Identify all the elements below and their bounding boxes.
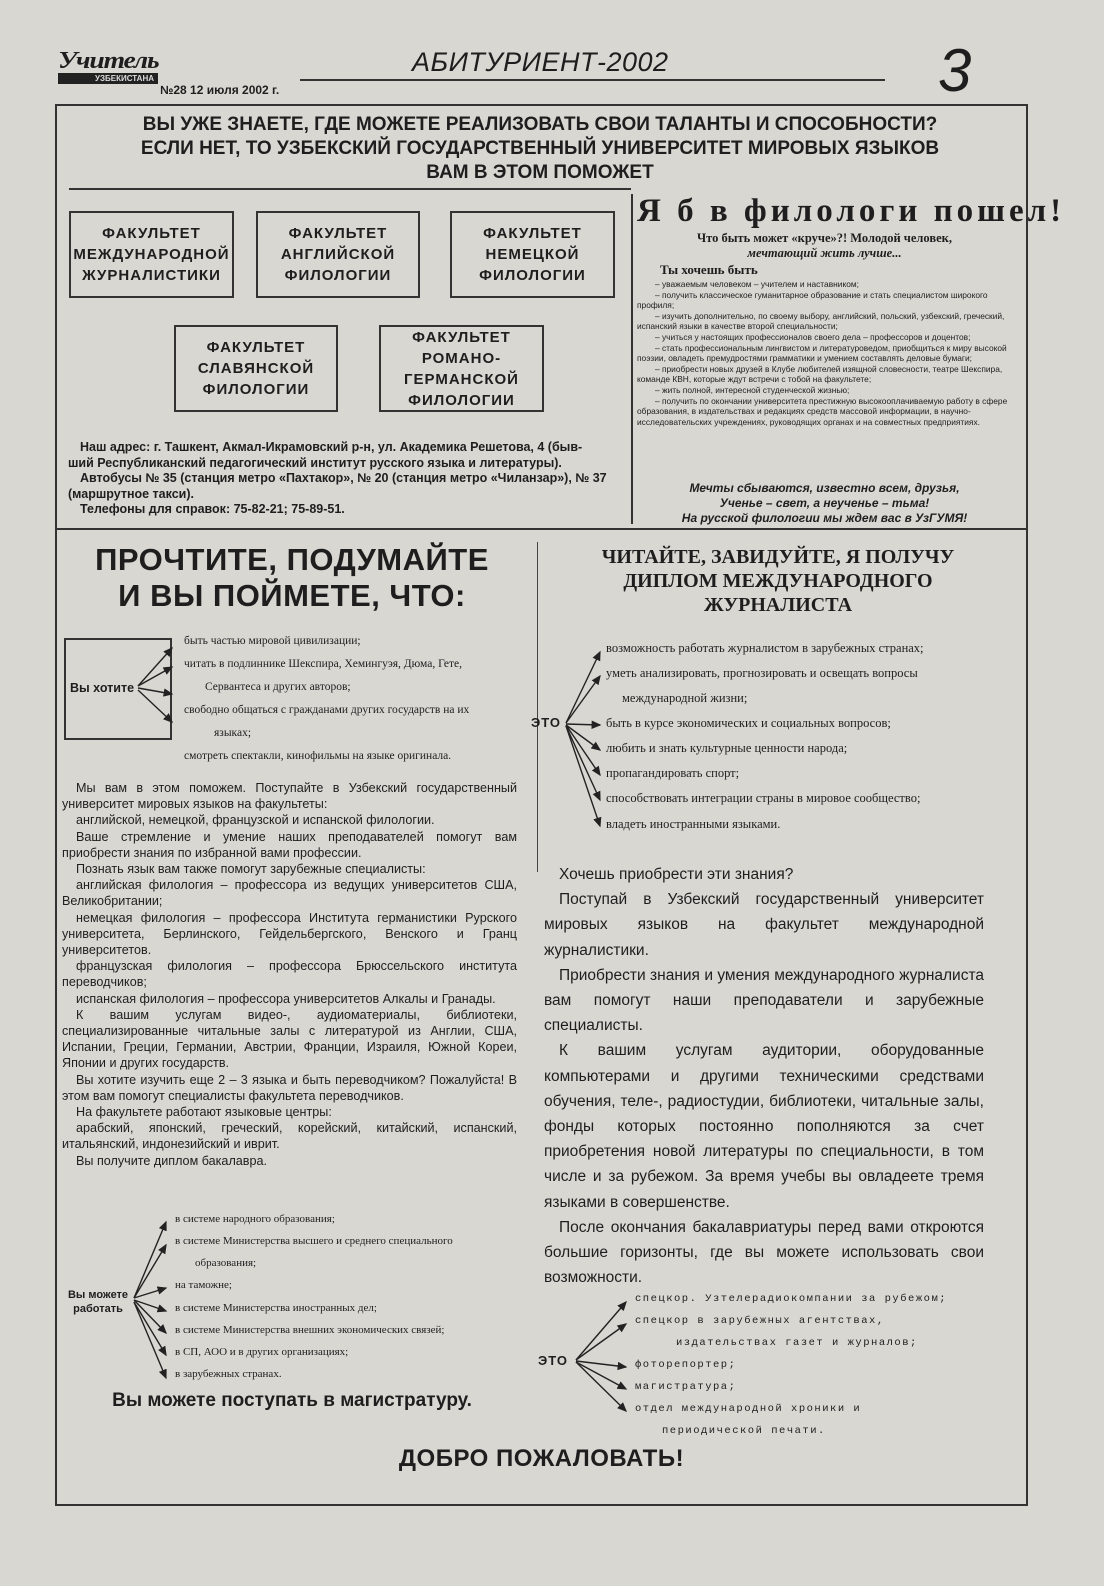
address-line: Наш адрес: г. Ташкент, Акмал-Икрамовский р-н, ул. Академика Решетова, 4 (быв-	[80, 440, 583, 454]
address-line: Автобусы № 35 (станция метро «Пахтакор», № 20 (станция метро «Чиланзар»), № 37	[80, 471, 607, 485]
magistracy-line: Вы можете поступать в магистратуру.	[112, 1390, 472, 1411]
career-item: издательствах газет и журналов;	[676, 1337, 918, 1349]
paragraph: английская филология – профессора из ведущих университетов США, Великобритании;	[62, 878, 517, 909]
paragraph: Вы получите диплом бакалавра.	[76, 1153, 267, 1168]
closing-line: Мечты сбываются, известно всем, друзья,	[689, 481, 960, 495]
skill-item: способствовать интеграции страны в мировое сообщество;	[606, 791, 921, 805]
work-item: в СП, АОО и в других организациях;	[175, 1346, 349, 1358]
paragraph: Познать язык вам также помогут зарубежные специалисты:	[76, 862, 426, 877]
eto-label: ЭТО	[538, 1353, 568, 1368]
work-item: на таможне;	[175, 1279, 232, 1291]
career-item: периодической печати.	[662, 1425, 826, 1437]
faculty-line: ФАКУЛЬТЕТ	[102, 225, 201, 242]
page-number: 3	[938, 37, 972, 104]
paragraph: английской, немецкой, французской и испанской филологии.	[76, 813, 435, 828]
eto-arrows-top	[566, 652, 600, 826]
list-item: – изучить дополнительно, по своему выбору, английский, польский, узбекский, греческий, испанский языки в качестве второй специальности;	[637, 310, 1005, 332]
work-item: в системе народного образования;	[175, 1213, 335, 1225]
headline-line: ЖУРНАЛИСТА	[703, 594, 853, 616]
welcome-line: ДОБРО ПОЖАЛОВАТЬ!	[398, 1445, 685, 1472]
work-item: в системе Министерства высшего и среднего специального	[175, 1235, 453, 1247]
faculty-line: ФИЛОЛОГИИ	[284, 267, 392, 284]
faculty-line: ФАКУЛЬТЕТ	[412, 328, 511, 346]
philology-want: Ты хочешь быть	[660, 262, 758, 277]
career-item: спецкор в зарубежных агентствах,	[635, 1315, 885, 1327]
faculty-line: ЖУРНАЛИСТИКИ	[82, 267, 221, 284]
skill-item: владеть иностранными языками.	[606, 817, 781, 831]
want-item: смотреть спектакли, кинофильмы на языке оригинала.	[184, 750, 452, 762]
banner-line: ВЫ УЖЕ ЗНАЕТЕ, ГДЕ МОЖЕТЕ РЕАЛИЗОВАТЬ СВОИ ТАЛАНТЫ И СПОСОБНОСТИ?	[142, 114, 938, 135]
want-item: Сервантеса и других авторов;	[205, 681, 351, 693]
philology-title: Я б в филологи пошел!	[637, 193, 1066, 229]
list-item: – получить по окончании университета престижную высокооплачиваемую работу в сфере образования, в издательствах и редакциях средств массовой информации, в научно-исследовательских учреждениях, руководящих органах и на совместных предприятиях.	[637, 395, 1008, 427]
work-item: в системе Министерства иностранных дел;	[175, 1302, 377, 1314]
career-item: магистратура;	[635, 1381, 737, 1393]
headline-line: И ВЫ ПОЙМЕТЕ, ЧТО:	[118, 578, 466, 613]
work-arrows	[134, 1222, 166, 1378]
career-item: отдел международной хроники и	[635, 1403, 862, 1415]
want-arrows	[138, 648, 172, 722]
faculty-line: АНГЛИЙСКОЙ	[280, 246, 396, 263]
headline-line: ЧИТАЙТЕ, ЗАВИДУЙТЕ, Я ПОЛУЧУ	[601, 546, 955, 568]
issue-date: №28 12 июля 2002 г.	[160, 83, 280, 97]
faculty-line: СЛАВЯНСКОЙ	[197, 360, 315, 377]
paragraph: арабский, японский, греческий, корейский, китайский, испанский, итальянский, индонезийский и иврит.	[62, 1121, 517, 1152]
logo-bar: УЗБЕКИСТАНА	[58, 73, 158, 84]
skill-item: международной жизни;	[622, 691, 748, 705]
list-item: – приобрести новых друзей в Клубе любителей изящной словесности, театре Шекспира, команде КВН, которые ждут встречи с тобой на факультете;	[637, 363, 1003, 385]
banner-line: ВАМ В ЭТОМ ПОМОЖЕТ	[426, 162, 654, 183]
skill-item: любить и знать культурные ценности народа;	[606, 741, 848, 755]
subtitle-line: мечтающий жить лучше...	[747, 246, 902, 260]
list-item: – учиться у настоящих профессионалов своего дела – профессоров и доцентов;	[655, 331, 971, 342]
faculty-line: ФАКУЛЬТЕТ	[288, 225, 388, 242]
address-line: ший Республиканский педагогический институт русского языка и литературы).	[68, 455, 562, 470]
banner-line: ЕСЛИ НЕТ, ТО УЗБЕКСКИЙ ГОСУДАРСТВЕННЫЙ УНИВЕРСИТЕТ МИРОВЫХ ЯЗЫКОВ	[140, 138, 940, 159]
paragraph: испанская филология – профессора университетов Алкалы и Гранады.	[76, 991, 496, 1006]
faculty-line: РОМАНО-	[421, 349, 502, 367]
want-item: свободно общаться с гражданами других государств на их	[184, 704, 470, 716]
work-item: в системе Министерства внешних экономических связей;	[175, 1324, 445, 1336]
list-item: – жить полной, интересной студенческой жизнью;	[655, 384, 850, 395]
faculty-line: ГЕРМАНСКОЙ	[404, 370, 519, 388]
closing-line: Ученье – свет, а неученье – тьма!	[719, 496, 930, 510]
paragraph: немецкая филология – профессора Института германистики Рурского университета, Берлинского, Гейдельбергского, Венского и Гранц университетов.	[62, 910, 517, 958]
paragraph: французская филология – профессора Брюссельского института переводчиков;	[62, 959, 517, 990]
paragraph: К вашим услугам видео-, аудиоматериалы, библиотеки, специализированные читальные залы с литературой из Англии, США, Испании, Греции, Германии, Австрии, Франции, Израиля, Южной Кореи, Японии и других государств.	[62, 1007, 517, 1071]
faculty-line: ФАКУЛЬТЕТ	[206, 339, 306, 356]
headline-line: ПРОЧТИТЕ, ПОДУМАЙТЕ	[95, 542, 489, 577]
faculty-line: ФАКУЛЬТЕТ	[483, 225, 582, 242]
logo-script: Учитель	[58, 48, 159, 74]
list-item: – стать профессиональным лингвистом и литературоведом, приобщиться к миру высокой поэзии, овладеть премудростями грамматики и умением составлять деловые бумаги;	[637, 342, 1007, 364]
paragraph: На факультете работают языковые центры:	[76, 1105, 332, 1120]
career-item: фоторепортер;	[635, 1359, 737, 1371]
paragraph: К вашим услугам аудитории, оборудованные компьютерами и другими техническими средствами обучения, теле-, радиостудии, библиотеки, читальные залы, фонды которых постоянно пополняются за счет приобретения новой литературы по специальности, в том числе и за рубежом. За время учебы вы овладеете тремя языками в совершенстве.	[544, 1042, 984, 1211]
want-item: быть частью мировой цивилизации;	[184, 635, 361, 647]
paragraph: Приобрести знания и умения международного журналиста вам помогут наши преподаватели и зарубежные специалисты.	[544, 966, 984, 1035]
subtitle-line: Что быть может «круче»?! Молодой человек,	[697, 231, 952, 245]
list-item: – получить классическое гуманитарное образование и стать специалистом широкого профиля;	[637, 289, 988, 311]
faculty-line: ФИЛОЛОГИИ	[479, 267, 586, 284]
career-item: спецкор. Узтелерадиокомпании за рубежом;	[635, 1293, 948, 1305]
paragraph: Мы вам в этом поможем. Поступайте в Узбекский государственный университет мировых языков на факультеты:	[62, 781, 517, 812]
faculty-line: ФИЛОЛОГИИ	[408, 391, 515, 409]
faculty-line: МЕЖДУНАРОДНОЙ	[73, 246, 230, 263]
faculty-line: НЕМЕЦКОЙ	[485, 246, 580, 263]
paragraph: Поступай в Узбекский государственный университет мировых языков на факультет международной журналистики.	[544, 891, 984, 959]
work-label-line: Вы можете	[67, 1289, 129, 1301]
skill-item: быть в курсе экономических и социальных вопросов;	[606, 716, 891, 730]
paragraph: Ваше стремление и умение наших преподавателей помогут вам приобрести знания по избранной вами профессии.	[62, 829, 517, 860]
work-item: образования;	[195, 1257, 257, 1269]
faculty-line: ФИЛОЛОГИИ	[202, 381, 310, 398]
work-item: в зарубежных странах.	[175, 1368, 282, 1380]
work-label-line: работать	[73, 1303, 123, 1315]
phone-line: Телефоны для справок: 75-82-21; 75-89-51.	[80, 502, 345, 516]
skill-item: уметь анализировать, прогнозировать и освещать вопросы	[606, 666, 918, 680]
headline-line: ДИПЛОМ МЕЖДУНАРОДНОГО	[623, 570, 933, 592]
paragraph: Вы хотите изучить еще 2 – 3 языка и быть переводчиком? Пожалуйста! В этом вам помогут специалисты факультета переводчиков.	[62, 1072, 517, 1103]
want-label: Вы хотите	[70, 681, 135, 695]
skill-item: возможность работать журналистом в зарубежных странах;	[606, 641, 924, 655]
paragraph: Хочешь приобрести эти знания?	[559, 866, 794, 883]
want-item: языках;	[214, 727, 252, 739]
list-item: – уважаемым человеком – учителем и наставником;	[655, 279, 859, 289]
eto-label: ЭТО	[531, 715, 561, 730]
want-item: читать в подлиннике Шекспира, Хемингуэя, Дюма, Гете,	[184, 658, 462, 670]
eto-arrows-bottom	[576, 1302, 626, 1411]
paragraph: После окончания бакалавриатуры перед вами откроются большие горизонты, где вы можете использовать свои возможности.	[544, 1218, 984, 1287]
skill-item: пропагандировать спорт;	[606, 766, 740, 780]
address-line: (маршрутное такси).	[68, 486, 194, 501]
closing-line: На русской филологии мы ждем вас в УзГУМЯ!	[681, 511, 968, 525]
section-title: АБИТУРИЕНТ-2002	[412, 47, 669, 77]
